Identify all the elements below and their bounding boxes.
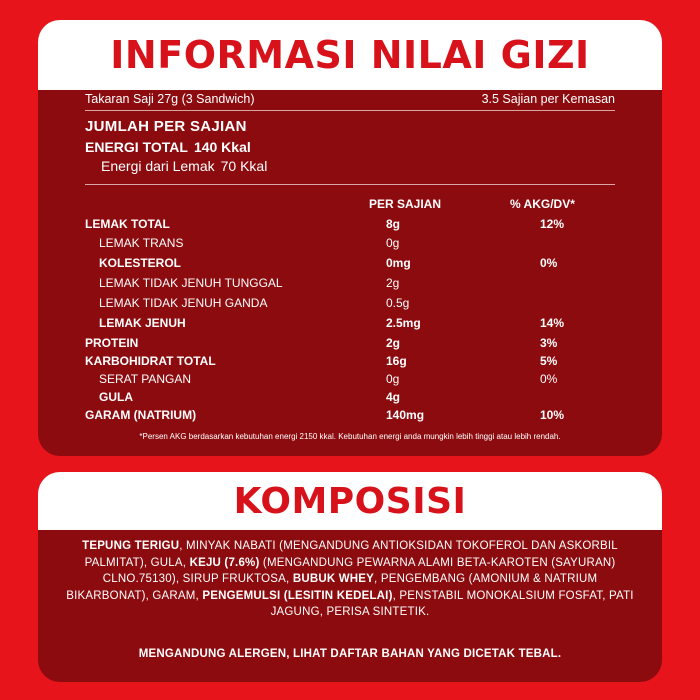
row-value: 4g [386,390,401,404]
row-label: KARBOHIDRAT TOTAL [85,354,216,368]
ingredient-bold: BUBUK WHEY [292,573,375,585]
ingredient-text: , MINYAK NABATI (MENGANDUNG ANTIOKSIDAN TOKOFEROL DAN ASKORBIL PALMITAT), GULA, [84,540,618,569]
ingredient-text: , PENSTABIL MONOKALSIUM FOSFAT, PATI JAGUNG, PERISA SINTETIK. [270,589,634,618]
ingredient-text: (MENGANDUNG PEWARNA ALAMI BETA-KAROTEN (SAYURAN) CLNO.75130), SIRUP FRUKTOSA, [102,556,616,585]
row-akg: 12% [540,217,565,231]
row-label: LEMAK TIDAK JENUH TUNGGAL [99,276,283,290]
composition-header [38,472,662,530]
row-label: LEMAK TIDAK JENUH GANDA [99,296,268,310]
row-value: 0mg [386,256,411,270]
ingredient-bold: PENGEMULSI (LESITIN KEDELAI) [202,589,393,602]
table-row [85,387,615,405]
col-akg: % AKG/DV* [510,197,575,211]
table-row [85,253,615,273]
table-row [85,333,615,351]
col-per-serving: PER SAJIAN [369,197,442,211]
nutrition-header [38,20,662,90]
row-akg: 0% [540,256,558,270]
row-label: GULA [99,390,133,404]
ingredients-text [60,538,640,621]
row-label: GARAM (NATRIUM) [85,408,197,422]
row-value: 8g [386,217,401,231]
row-value: 2g [386,336,401,350]
table-row [85,273,615,293]
row-value: 2g [386,276,400,290]
row-label: SERAT PANGAN [99,372,192,386]
table-header [85,194,615,214]
energy-total-label: ENERGI TOTAL [85,139,188,155]
row-label: LEMAK TOTAL [85,217,170,231]
ingredient-bold: KEJU (7.6%) [189,556,260,569]
energy-fat-value: 70 Kkal [220,158,268,174]
row-value: 2.5mg [386,316,421,330]
table-row [85,351,615,369]
amount-per-serving: JUMLAH PER SAJIAN [85,118,247,135]
energy-total-value: 140 Kkal [193,139,251,155]
row-akg: 5% [540,354,558,368]
row-akg: 10% [540,408,565,422]
nutrient-table [85,194,615,423]
akg-footnote: *Persen AKG berdasarkan kebutuhan energi 2150 kkal. Kebutuhan energi anda mungkin lebih tinggi atau lebih rendah. [139,432,561,441]
table-row [85,214,615,233]
serving-info [85,92,615,111]
table-row [85,369,615,387]
row-value: 0g [386,236,400,250]
row-label: LEMAK JENUH [99,316,186,330]
row-akg: 0% [540,372,558,386]
row-value: 0.5g [386,296,410,310]
row-value: 0g [386,372,400,386]
energy-fat-label: Energi dari Lemak [101,158,215,174]
ingredient-bold: TEPUNG TERIGU [82,540,180,552]
composition-title: KOMPOSISI [233,480,467,522]
row-value: 16g [386,354,407,368]
table-row [85,233,615,253]
energy-block [85,118,615,174]
table-row [85,405,615,423]
row-label: KOLESTEROL [99,256,182,270]
allergen-warning: MENGANDUNG ALERGEN, LIHAT DAFTAR BAHAN YANG DICETAK TEBAL. [138,648,562,660]
row-label: LEMAK TRANS [99,236,184,250]
serving-size: Takaran Saji 27g (3 Sandwich) [85,92,255,106]
table-row [85,293,615,313]
row-akg: 14% [540,316,565,330]
row-value: 140mg [386,408,425,422]
row-akg: 3% [540,336,558,350]
divider [85,184,615,185]
ingredient-text: , PENGEMBANG (AMONIUM & NATRIUM BIKARBONAT), GARAM, [66,573,598,602]
table-row [85,313,615,333]
energy-total [85,139,615,155]
energy-from-fat [85,158,615,174]
servings-per-pack: 3.5 Sajian per Kemasan [481,92,615,106]
nutrition-title: INFORMASI NILAI GIZI [110,33,590,77]
row-label: PROTEIN [85,336,139,350]
